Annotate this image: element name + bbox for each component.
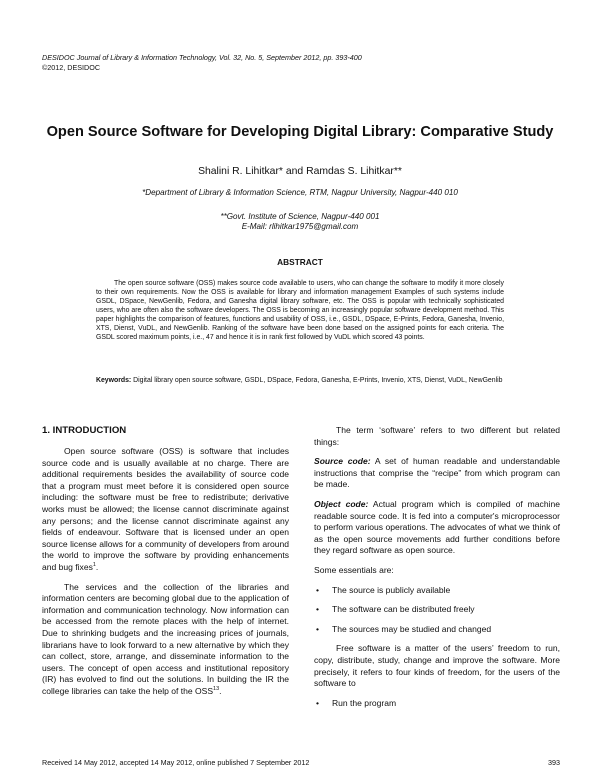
abstract-text: The open source software (OSS) makes source code available to users, who can change the software to modify it more closely to their own requirements. Now the OSS is available for library and information management Examples of such systems include GSDL, DSpace, NewGenlib, Fedora, and Ganesha digital library software, etc. The OSS is popular with technically sophisticated users, who are often also the software developers. The OSS is becoming an increasingly popular software development method. This paper highlights the comparison of features, functions and usability of OSS, i.e., GSDL, DSpace, E-Prints, Fedora, Ganesha, Invenio, XTS, Dienst, VuDL, and NewGenlib. Ranking of the software have been done based on the assigned points for each criteria. The GSDL scored maximum points, i.e., 47 and hence it is in rank first followed by VuDL which scored 43 points. — [96, 280, 504, 342]
abstract-heading: ABSTRACT — [277, 257, 323, 267]
list-item: • Run the program — [316, 697, 397, 708]
left-column — [42, 425, 289, 705]
source-code-definition: Source code: A set of human readable and understandable instructions that comprise the “recipe” from which program can be made. — [314, 456, 560, 490]
source-code-term: Source code: — [314, 456, 371, 467]
reference-marker: 1 — [92, 562, 96, 569]
list-item: • The sources may be studied and changed — [316, 623, 492, 634]
keywords — [96, 376, 504, 385]
software-definition-intro: The term ‘software’ refers to two different but related things: — [314, 425, 560, 447]
authors: Shalini R. Lihitkar* and Ramdas S. Lihitkar** — [198, 166, 402, 177]
reference-marker: 13 — [213, 686, 220, 693]
free-software-paragraph: Free software is a matter of the users’ freedom to run, copy, distribute, study, change and improve the software. More precisely, it refers to four kinds of freedom, for the users of the software to — [314, 643, 560, 689]
bullet-icon: • — [316, 604, 319, 615]
essentials-list — [314, 585, 560, 636]
essentials-intro: Some essentials are: — [314, 564, 394, 575]
publication-dates: Received 14 May 2012, accepted 14 May 2012, online published 7 September 2012 — [42, 758, 310, 767]
right-column — [314, 425, 560, 717]
list-item: • The software can be distributed freely — [316, 604, 475, 615]
section-heading-introduction: 1. INTRODUCTION — [42, 425, 127, 436]
object-code-term: Object code: — [314, 498, 369, 509]
copyright-notice: ©2012, DESIDOC — [42, 63, 101, 72]
affiliation-first: *Department of Library & Information Science, RTM, Nagpur University, Nagpur-440 010 — [142, 188, 458, 197]
intro-paragraph-2: The services and the collection of the libraries and information centers are becoming global due to the application of information and communication technology. Now information can be accessed from the remote places with the help of internet. Due to shrinking budgets and the increasing prices of journals, librarians have to look forward to a new alternative by which they can collect, store, arrange, and disseminate information to the users. The concept of open access and institutional repository (IR) has evolved to find out the solutions. In building the IR the college libraries can take the help of the OSS$^{13}$. — [42, 581, 289, 696]
bullet-icon: • — [316, 623, 319, 634]
freedoms-list — [314, 698, 560, 710]
intro-paragraph-1: Open source software (OSS) is software that includes source code and is usually available at no charge. There are additional requirements besides the availability of source code that a program must meet before it is considered open source including: the software must be free to redistribute; derivative works must be allowed; the license cannot discriminate against any persons; and the license cannot discriminate against any fields of endeavour. Software that is licensed under an open source license allows for a community of developers from around the world to improve the software by providing enhancements and bug fixes$^1$. — [42, 446, 289, 572]
author-email: E-Mail: rlihitkar1975@gmail.com — [241, 222, 359, 231]
page-number: 393 — [548, 758, 560, 767]
object-code-definition: Object code: Actual program which is compiled of machine readable source code. It is fed into a computer's microprocessor to perform various operations. The advocates of what we think of as the open source movements add further conditions before they regard software as open source. — [314, 498, 560, 556]
affiliation-second: **Govt. Institute of Science, Nagpur-440 001 — [220, 212, 380, 221]
journal-citation: DESIDOC Journal of Library & Information Technology, Vol. 32, No. 5, September 2012, pp. 393-400 — [42, 53, 362, 62]
bullet-icon: • — [316, 584, 319, 595]
bullet-icon: • — [316, 697, 319, 708]
list-item: • The source is publicly available — [316, 584, 451, 595]
keywords-label: Keywords: — [96, 377, 132, 384]
keywords-text: Digital library open source software, GSDL, DSpace, Fedora, Ganesha, E-Prints, Invenio, XTS, Dienst, VuDL, NewGenlib — [133, 377, 503, 384]
paper-title: Open Source Software for Developing Digital Library: Comparative Study — [46, 124, 554, 140]
